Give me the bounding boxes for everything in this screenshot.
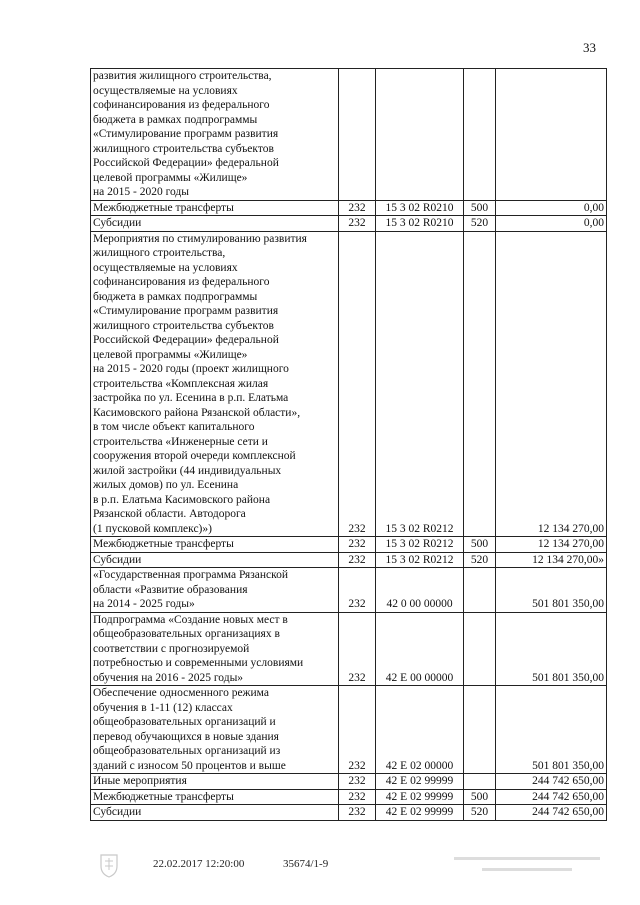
- coat-of-arms-icon: [98, 852, 120, 878]
- row-name: Межбюджетные трансферты: [91, 789, 339, 805]
- row-csr: 15 3 02 R0212: [376, 537, 464, 553]
- row-vr: [464, 774, 496, 790]
- table-row: [91, 231, 607, 537]
- row-name: Обеспечение односменного режима обучения в 1-11 (12) классах общеобразовательных организаций и перевод обучающихся в новые здания общеобразовательных организаций из зданий с износом 50 процентов и выше: [91, 686, 339, 774]
- row-csr: 42 Е 02 99999: [376, 774, 464, 790]
- row-sum: 501 801 350,00: [496, 686, 607, 774]
- row-name: Субсидии: [91, 805, 339, 821]
- row-name: Субсидии: [91, 216, 339, 232]
- row-name: Мероприятия по стимулированию развития жилищного строительства, осуществляемые на условиях софинансирования из федерального бюджета в рамках подпрограммы «Стимулирование программ развития жилищного строительства субъектов Российской Федерации» федеральной целевой программы «Жилище» на 2015 - 2020 годы (проект жилищного строительства «Комплексная жилая застройка по ул. Есенина в р.п. Елатьма Касимовского района Рязанской области», в том числе объект капитального строительства «Инженерные сети и сооружения второй очереди комплексной жилой застройки (44 индивидуальных жилых домов) по ул. Есенина в р.п. Елатьма Касимовского района Рязанской области. Автодорога (1 пусковой комплекс)»): [91, 231, 339, 537]
- footer-date: 22.02.2017 12:20:00: [153, 858, 245, 870]
- row-gr: 232: [339, 568, 376, 613]
- table-row: [91, 686, 607, 774]
- row-gr: 232: [339, 537, 376, 553]
- table-row: [91, 805, 607, 821]
- row-csr: 42 Е 02 99999: [376, 805, 464, 821]
- row-vr: 500: [464, 200, 496, 216]
- row-vr: [464, 612, 496, 686]
- row-vr: 500: [464, 789, 496, 805]
- row-sum: 501 801 350,00: [496, 568, 607, 613]
- table-row: [91, 568, 607, 613]
- row-gr: 232: [339, 552, 376, 568]
- row-vr: 500: [464, 537, 496, 553]
- row-sum: 12 134 270,00: [496, 537, 607, 553]
- row-csr: 42 Е 00 00000: [376, 612, 464, 686]
- footer-doc-number: 35674/1-9: [283, 858, 329, 870]
- row-vr: [464, 231, 496, 537]
- row-gr: 232: [339, 200, 376, 216]
- row-name: Подпрограмма «Создание новых мест в общеобразовательных организациях в соответствии с прогнозируемой потребностью и современными условиями обучения на 2016 - 2025 годы»: [91, 612, 339, 686]
- row-sum: 0,00: [496, 216, 607, 232]
- row-sum: 244 742 650,00: [496, 774, 607, 790]
- row-csr: 15 3 02 R0210: [376, 216, 464, 232]
- table-row: [91, 552, 607, 568]
- row-csr: 42 Е 02 00000: [376, 686, 464, 774]
- row-gr: 232: [339, 231, 376, 537]
- row-gr: 232: [339, 612, 376, 686]
- row-gr: 232: [339, 686, 376, 774]
- row-sum: 244 742 650,00: [496, 805, 607, 821]
- budget-table-body: [91, 69, 607, 821]
- row-gr: 232: [339, 789, 376, 805]
- table-row: [91, 789, 607, 805]
- row-csr: 42 Е 02 99999: [376, 789, 464, 805]
- row-gr: 232: [339, 805, 376, 821]
- row-name: Межбюджетные трансферты: [91, 200, 339, 216]
- row-csr: 15 3 02 R0212: [376, 231, 464, 537]
- row-vr: [464, 69, 496, 201]
- row-gr: 232: [339, 774, 376, 790]
- table-row: [91, 69, 607, 201]
- row-gr: [339, 69, 376, 201]
- budget-table: [90, 68, 607, 821]
- row-sum: [496, 69, 607, 201]
- table-row: [91, 216, 607, 232]
- row-name: Иные мероприятия: [91, 774, 339, 790]
- table-row: [91, 537, 607, 553]
- row-name: Межбюджетные трансферты: [91, 537, 339, 553]
- row-sum: 12 134 270,00: [496, 231, 607, 537]
- row-sum: 12 134 270,00»: [496, 552, 607, 568]
- row-csr: 42 0 00 00000: [376, 568, 464, 613]
- row-sum: 244 742 650,00: [496, 789, 607, 805]
- row-name: «Государственная программа Рязанской области «Развитие образования на 2014 - 2025 годы»: [91, 568, 339, 613]
- row-vr: [464, 568, 496, 613]
- row-csr: [376, 69, 464, 201]
- table-row: [91, 200, 607, 216]
- row-vr: [464, 686, 496, 774]
- row-gr: 232: [339, 216, 376, 232]
- row-vr: 520: [464, 216, 496, 232]
- row-vr: 520: [464, 552, 496, 568]
- row-vr: 520: [464, 805, 496, 821]
- table-row: [91, 774, 607, 790]
- faded-watermark: [452, 853, 602, 880]
- row-sum: 0,00: [496, 200, 607, 216]
- row-sum: 501 801 350,00: [496, 612, 607, 686]
- table-row: [91, 612, 607, 686]
- row-name: развития жилищного строительства, осуществляемые на условиях софинансирования из федерального бюджета в рамках подпрограммы «Стимулирование программ развития жилищного строительства субъектов Российской Федерации» федеральной целевой программы «Жилище» на 2015 - 2020 годы: [91, 69, 339, 201]
- row-csr: 15 3 02 R0210: [376, 200, 464, 216]
- page-number: 33: [583, 40, 596, 55]
- row-name: Субсидии: [91, 552, 339, 568]
- row-csr: 15 3 02 R0212: [376, 552, 464, 568]
